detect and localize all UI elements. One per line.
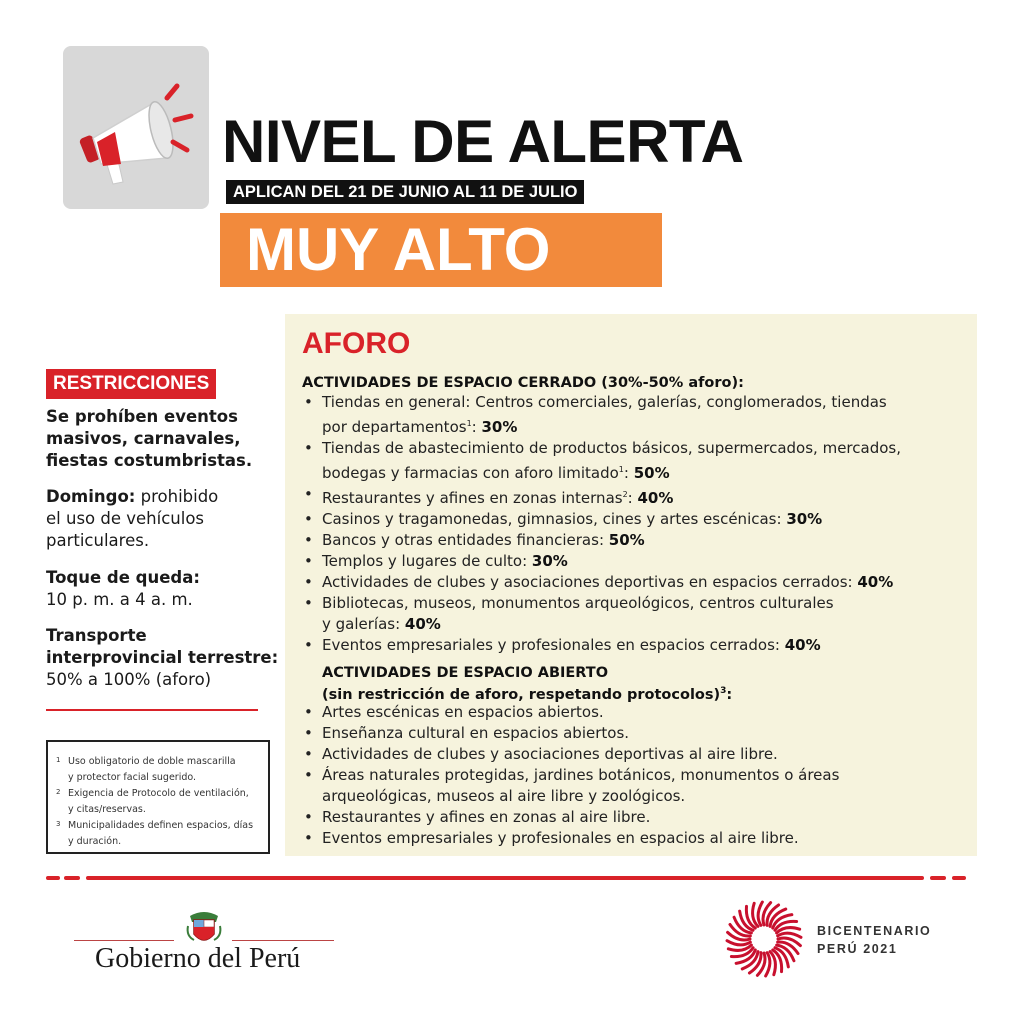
transporte-label: Transporte (46, 626, 147, 645)
footer-rule (86, 876, 924, 880)
alert-level-text: MUY ALTO (246, 216, 551, 283)
list-item: • Tiendas en general: Centros comerciales, galerías, conglomerados, tiendas por departamentos$^1$: 30% (302, 392, 952, 438)
footnote: 3 Municipalidades definen espacios, días y duración. (56, 820, 254, 847)
bicentenario-line2: PERÚ 2021 (817, 942, 898, 956)
list-item: • Bibliotecas, museos, monumentos arqueológicos, centros culturales y galerías: 40% (302, 593, 952, 635)
footer-dash (952, 876, 966, 880)
list-item: • Bancos y otras entidades financieras: 50% (302, 530, 952, 551)
megaphone-tile (63, 46, 209, 209)
list-item: • Actividades de clubes y asociaciones deportivas en espacios cerrados: 40% (302, 572, 952, 593)
footer-dash (64, 876, 80, 880)
events-restriction (46, 406, 271, 472)
toque-label: Toque de queda: (46, 568, 200, 587)
list-item: • Casinos y tragamonedas, gimnasios, cines y artes escénicas: 30% (302, 509, 952, 530)
bicentenario-line1: BICENTENARIO (817, 924, 932, 938)
footnote: 1 Uso obligatorio de doble mascarilla y protector facial sugerido. (56, 756, 236, 783)
events-line: masivos, carnavales, (46, 429, 241, 448)
domingo-restriction (46, 486, 271, 552)
events-line: Se prohíben eventos (46, 407, 238, 426)
page-title: NIVEL DE ALERTA (222, 108, 744, 175)
list-item: • Áreas naturales protegidas, jardines botánicos, monumentos o áreas arqueológicas, museos al aire libre y zoológicos. (302, 765, 952, 807)
list-item: • Restaurantes y afines en zonas internas$^2$: 40% (302, 484, 952, 509)
gobierno-name: Gobierno del Perú (95, 943, 301, 974)
list-item: • Actividades de clubes y asociaciones deportivas al aire libre. (302, 744, 952, 765)
transporte-label: interprovincial terrestre: (46, 648, 279, 667)
domingo-text: prohibido (135, 487, 219, 506)
gov-rule (74, 940, 174, 941)
list-item: • Templos y lugares de culto: 30% (302, 551, 952, 572)
toque-restriction (46, 567, 271, 611)
list-item: • Enseñanza cultural en espacios abiertos. (302, 723, 952, 744)
cerrado-list (302, 392, 952, 656)
transporte-restriction (46, 625, 281, 691)
aforo-title: AFORO (302, 327, 411, 360)
events-line: fiestas costumbristas. (46, 451, 253, 470)
list-item: • Eventos empresariales y profesionales en espacios cerrados: 40% (302, 635, 952, 656)
megaphone-icon (63, 46, 209, 209)
toque-text: 10 p. m. a 4 a. m. (46, 590, 193, 609)
date-range-banner: APLICAN DEL 21 DE JUNIO AL 11 DE JULIO (226, 180, 584, 204)
domingo-text: el uso de vehículos (46, 509, 205, 528)
footnote: 2 Exigencia de Protocolo de ventilación, y citas/reservas. (56, 788, 249, 815)
abierto-heading: ACTIVIDADES DE ESPACIO ABIERTO (sin restricción de aforo, respetando protocolos)$^3$: (322, 665, 733, 703)
list-item: • Tiendas de abastecimiento de productos básicos, supermercados, mercados, bodegas y farmacias con aforo limitado$^1$: 50% (302, 438, 952, 484)
footer-dash (46, 876, 60, 880)
restricciones-label: RESTRICCIONES (46, 369, 216, 399)
domingo-text: particulares. (46, 531, 150, 550)
cerrado-heading: ACTIVIDADES DE ESPACIO CERRADO (30%-50% aforo): (302, 375, 744, 391)
abierto-list (302, 702, 952, 849)
footnotes-box (46, 740, 270, 854)
list-item: • Restaurantes y afines en zonas al aire libre. (302, 807, 952, 828)
list-item: • Eventos empresariales y profesionales en espacios al aire libre. (302, 828, 952, 849)
footer-dash (930, 876, 946, 880)
bicentenario-logo-icon (724, 899, 804, 983)
gov-rule (232, 940, 334, 941)
transporte-text: 50% a 100% (aforo) (46, 670, 212, 689)
list-item: • Artes escénicas en espacios abiertos. (302, 702, 952, 723)
domingo-label: Domingo: (46, 487, 136, 506)
divider (46, 709, 258, 711)
